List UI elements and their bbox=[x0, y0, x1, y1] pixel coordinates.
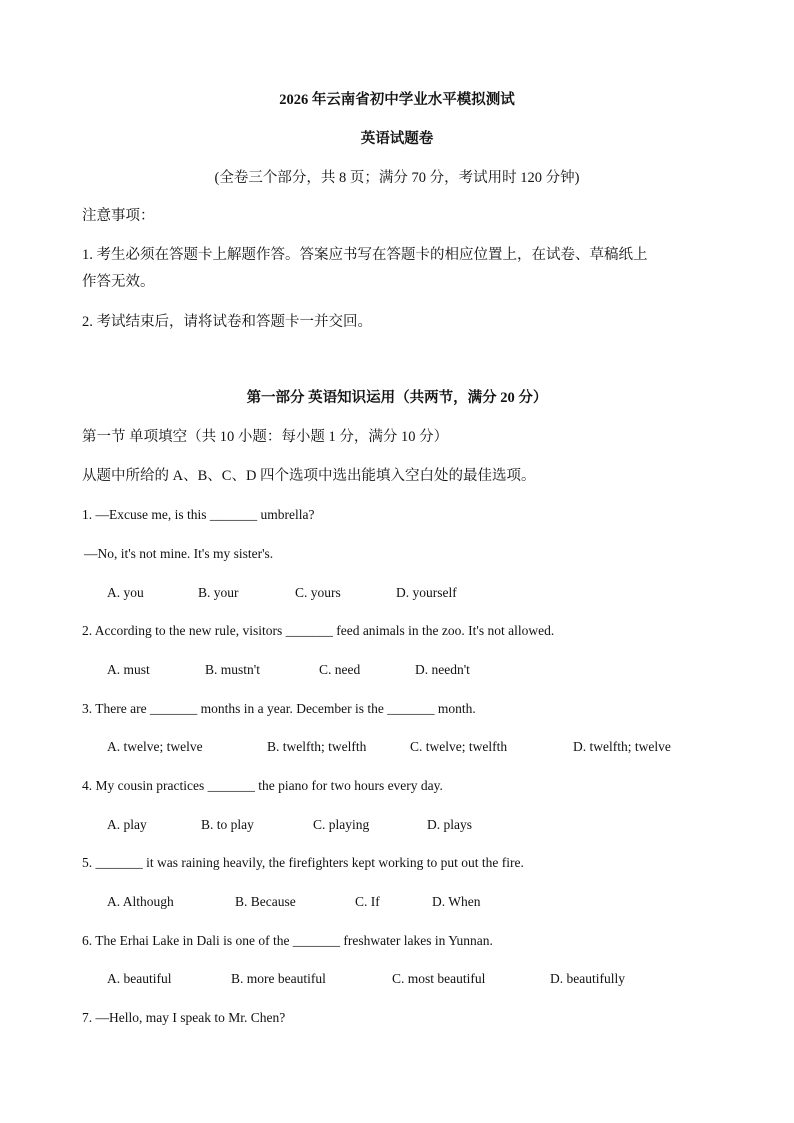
question-3-stem: 3. There are _______ months in a year. December is the _______ month. bbox=[82, 701, 476, 716]
q1-option-a: A. you bbox=[107, 585, 144, 600]
q5-option-a: A. Although bbox=[107, 894, 174, 909]
exam-info: (全卷三个部分，共 8 页；满分 70 分，考试用时 120 分钟) bbox=[214, 170, 580, 186]
q4-option-a: A. play bbox=[107, 817, 147, 832]
exam-subtitle: 英语试题卷 bbox=[360, 131, 434, 147]
q5-option-b: B. Because bbox=[235, 894, 296, 909]
section1-heading: 第一节 单项填空（共 10 小题：每小题 1 分，满分 10 分） bbox=[82, 429, 449, 445]
question-5-stem: 5. _______ it was raining heavily, the firefighters kept working to put out the fire. bbox=[82, 855, 524, 870]
q4-option-b: B. to play bbox=[201, 817, 254, 832]
q5-option-c: C. If bbox=[355, 894, 380, 909]
q6-option-d: D. beautifully bbox=[550, 971, 625, 986]
note-item-2: 2. 考试结束后，请将试卷和答题卡一并交回。 bbox=[82, 314, 372, 330]
q6-option-c: C. most beautiful bbox=[392, 971, 486, 986]
q2-option-c: C. need bbox=[319, 662, 361, 677]
question-1-reply: —No, it's not mine. It's my sister's. bbox=[84, 546, 274, 561]
question-7-stem: 7. —Hello, may I speak to Mr. Chen? bbox=[82, 1010, 286, 1025]
note-item-1: 1. 考生必须在答题卡上解题作答。答案应书写在答题卡的相应位置上，在试卷、草稿纸上 bbox=[82, 247, 648, 263]
section1-instruction: 从题中所给的 A、B、C、D 四个选项中选出能填入空白处的最佳选项。 bbox=[82, 468, 536, 484]
exam-title: 2026 年云南省初中学业水平模拟测试 bbox=[279, 92, 515, 108]
question-4-stem: 4. My cousin practices _______ the piano for two hours every day. bbox=[82, 778, 443, 793]
question-2-stem: 2. According to the new rule, visitors _______ feed animals in the zoo. It's not allowed. bbox=[82, 623, 555, 638]
q3-option-d: D. twelfth; twelve bbox=[573, 739, 671, 754]
part1-heading: 第一部分 英语知识运用（共两节，满分 20 分） bbox=[246, 390, 548, 406]
q3-option-c: C. twelve; twelfth bbox=[410, 739, 508, 754]
q1-option-b: B. your bbox=[198, 585, 239, 600]
question-1-stem: 1. —Excuse me, is this _______ umbrella? bbox=[82, 507, 315, 522]
q1-option-d: D. yourself bbox=[396, 585, 457, 600]
q3-option-b: B. twelfth; twelfth bbox=[267, 739, 367, 754]
q4-option-d: D. plays bbox=[427, 817, 472, 832]
q6-option-b: B. more beautiful bbox=[231, 971, 326, 986]
q6-option-a: A. beautiful bbox=[107, 971, 172, 986]
question-6-stem: 6. The Erhai Lake in Dali is one of the _______ freshwater lakes in Yunnan. bbox=[82, 933, 493, 948]
q2-option-b: B. mustn't bbox=[205, 662, 260, 677]
notes-heading: 注意事项： bbox=[82, 208, 155, 224]
q2-option-d: D. needn't bbox=[415, 662, 470, 677]
q5-option-d: D. When bbox=[432, 894, 481, 909]
q1-option-c: C. yours bbox=[295, 585, 341, 600]
note-item-1-cont: 作答无效。 bbox=[82, 274, 155, 290]
q4-option-c: C. playing bbox=[313, 817, 370, 832]
q3-option-a: A. twelve; twelve bbox=[107, 739, 203, 754]
q2-option-a: A. must bbox=[107, 662, 150, 677]
